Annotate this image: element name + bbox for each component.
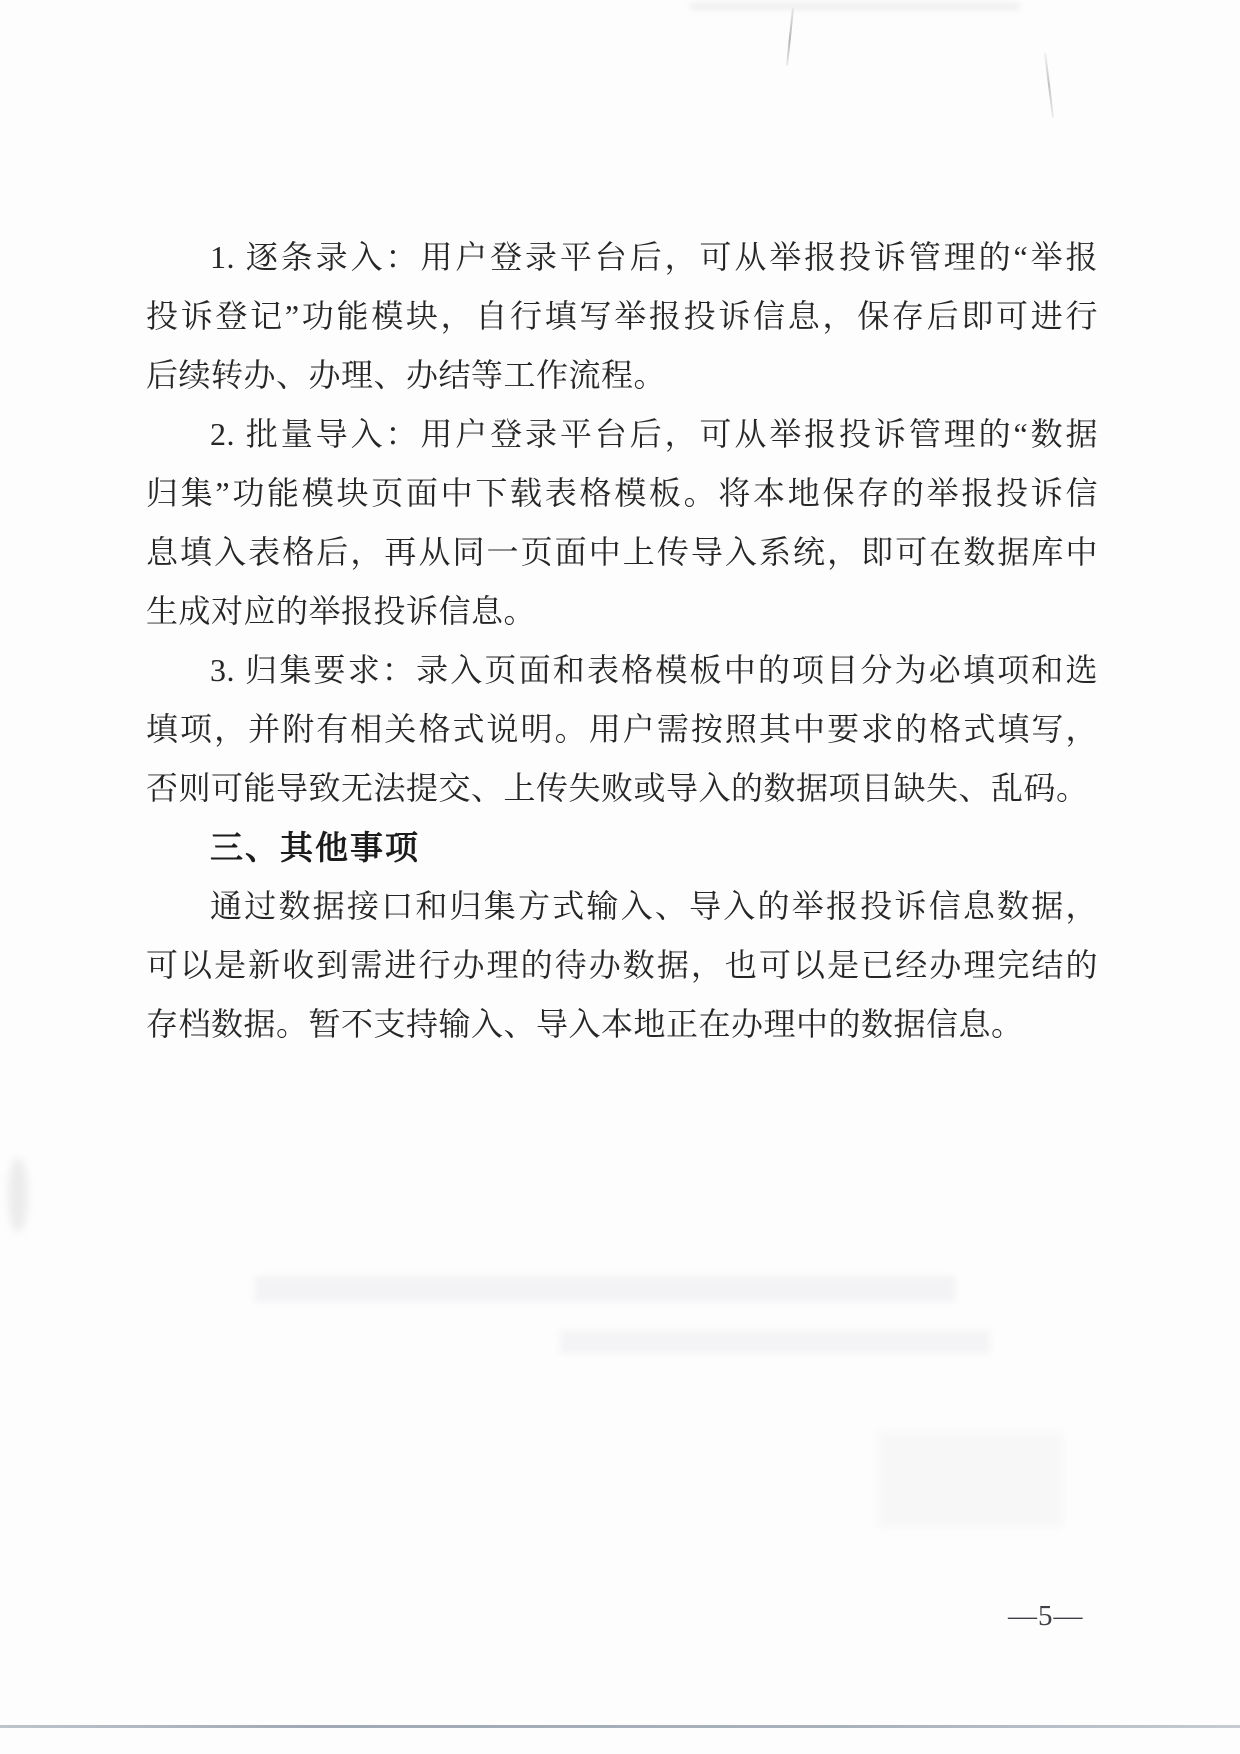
scan-edge-line-artifact bbox=[0, 1725, 1240, 1728]
text-line-para1-start: 1. 逐条录入：用户登录平台后，可从举报投诉管理的“举报 bbox=[210, 239, 1098, 275]
scan-smudge-artifact bbox=[8, 1158, 28, 1232]
text-line-para1-end: 后续转办、办理、办结等工作流程。 bbox=[146, 357, 667, 393]
document-text bbox=[146, 228, 1098, 1054]
scan-bleedthrough-artifact bbox=[255, 1276, 955, 1302]
scan-bleedthrough-artifact bbox=[878, 1432, 1063, 1527]
section-heading: 三、其他事项 bbox=[210, 829, 420, 866]
text-line-para2-start: 2. 批量导入：用户登录平台后，可从举报投诉管理的“数据 bbox=[210, 416, 1098, 452]
text-line-para3-start: 3. 归集要求：录入页面和表格模板中的项目分为必填项和选 bbox=[210, 652, 1098, 688]
page-number: —5— bbox=[1008, 1600, 1084, 1632]
text-line-para2-end: 生成对应的举报投诉信息。 bbox=[146, 593, 537, 629]
text-line: 息填入表格后，再从同一页面中上传导入系统，即可在数据库中 bbox=[146, 534, 1098, 570]
text-line: 归集”功能模块页面中下载表格模板。将本地保存的举报投诉信 bbox=[146, 475, 1098, 511]
scan-smudge-artifact bbox=[690, 3, 1020, 10]
text-line: 填项，并附有相关格式说明。用户需按照其中要求的格式填写， bbox=[146, 711, 1098, 747]
text-line-para4-start: 通过数据接口和归集方式输入、导入的举报投诉信息数据， bbox=[210, 888, 1098, 924]
fold-mark-artifact bbox=[1044, 52, 1054, 118]
text-line: 可以是新收到需进行办理的待办数据，也可以是已经办理完结的 bbox=[146, 947, 1098, 983]
text-line-para4-end: 存档数据。暂不支持输入、导入本地正在办理中的数据信息。 bbox=[146, 1006, 1024, 1042]
fold-mark-artifact bbox=[786, 8, 794, 66]
text-line-para3-end: 否则可能导致无法提交、上传失败或导入的数据项目缺失、乱码。 bbox=[146, 770, 1089, 806]
scan-bleedthrough-artifact bbox=[560, 1330, 990, 1354]
text-line: 投诉登记”功能模块，自行填写举报投诉信息，保存后即可进行 bbox=[146, 298, 1098, 334]
